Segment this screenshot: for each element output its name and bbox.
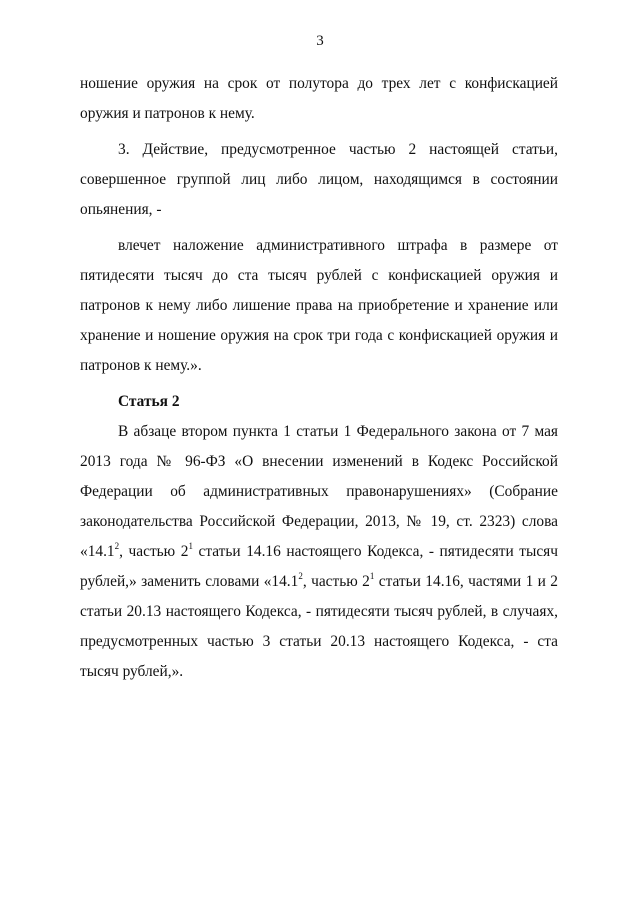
text-segment: , частью 2 (119, 543, 189, 560)
text-segment: статьи 14.16, частями 1 и 2 статьи 20.13 настоящего Кодекса, - пятидесяти тысяч рублей, в случаях, предусмотренных частью 3 статьи 20.13 настоящего Кодекса, - ста тысяч рублей,». (80, 573, 558, 680)
superscript: 1 (369, 570, 375, 581)
page-number: 3 (316, 33, 324, 49)
document-body (80, 69, 558, 687)
superscript: 2 (298, 570, 303, 581)
article-2-heading: Статья 2 (118, 393, 180, 410)
paragraph-part-3: 3. Действие, предусмотренное частью 2 настоящей статьи, совершенное группой лиц либо лицом, находящимся в состоянии опьянения, - (80, 141, 558, 218)
text-segment: , частью 2 (302, 573, 370, 590)
article-2-paragraph (80, 417, 558, 687)
superscript: 1 (188, 540, 193, 551)
text-segment: В абзаце втором пункта 1 статьи 1 Федерального закона от 7 мая 2013 года № 96-ФЗ «О внесении изменений в Кодекс Российской Федерации об административных правонарушениях» (Собрание законодательства Российской Федерации, 2013, № 19, ст. 2323) слова «14.1 (80, 423, 558, 560)
paragraph-penalty: влечет наложение административного штрафа в размере от пятидесяти тысяч до ста тысяч рублей с конфискацией оружия и патронов к нему либо лишение права на приобретение и хранение или хранение и ношение оружия на срок три года с конфискацией оружия и патронов к нему.». (80, 237, 558, 374)
paragraph-continuation: ношение оружия на срок от полутора до трех лет с конфискацией оружия и патронов к нему. (80, 75, 558, 122)
superscript: 2 (114, 540, 120, 551)
text-segment: статьи 14.16 настоящего Кодекса, - пятидесяти тысяч рублей,» заменить словами «14.1 (80, 543, 559, 590)
